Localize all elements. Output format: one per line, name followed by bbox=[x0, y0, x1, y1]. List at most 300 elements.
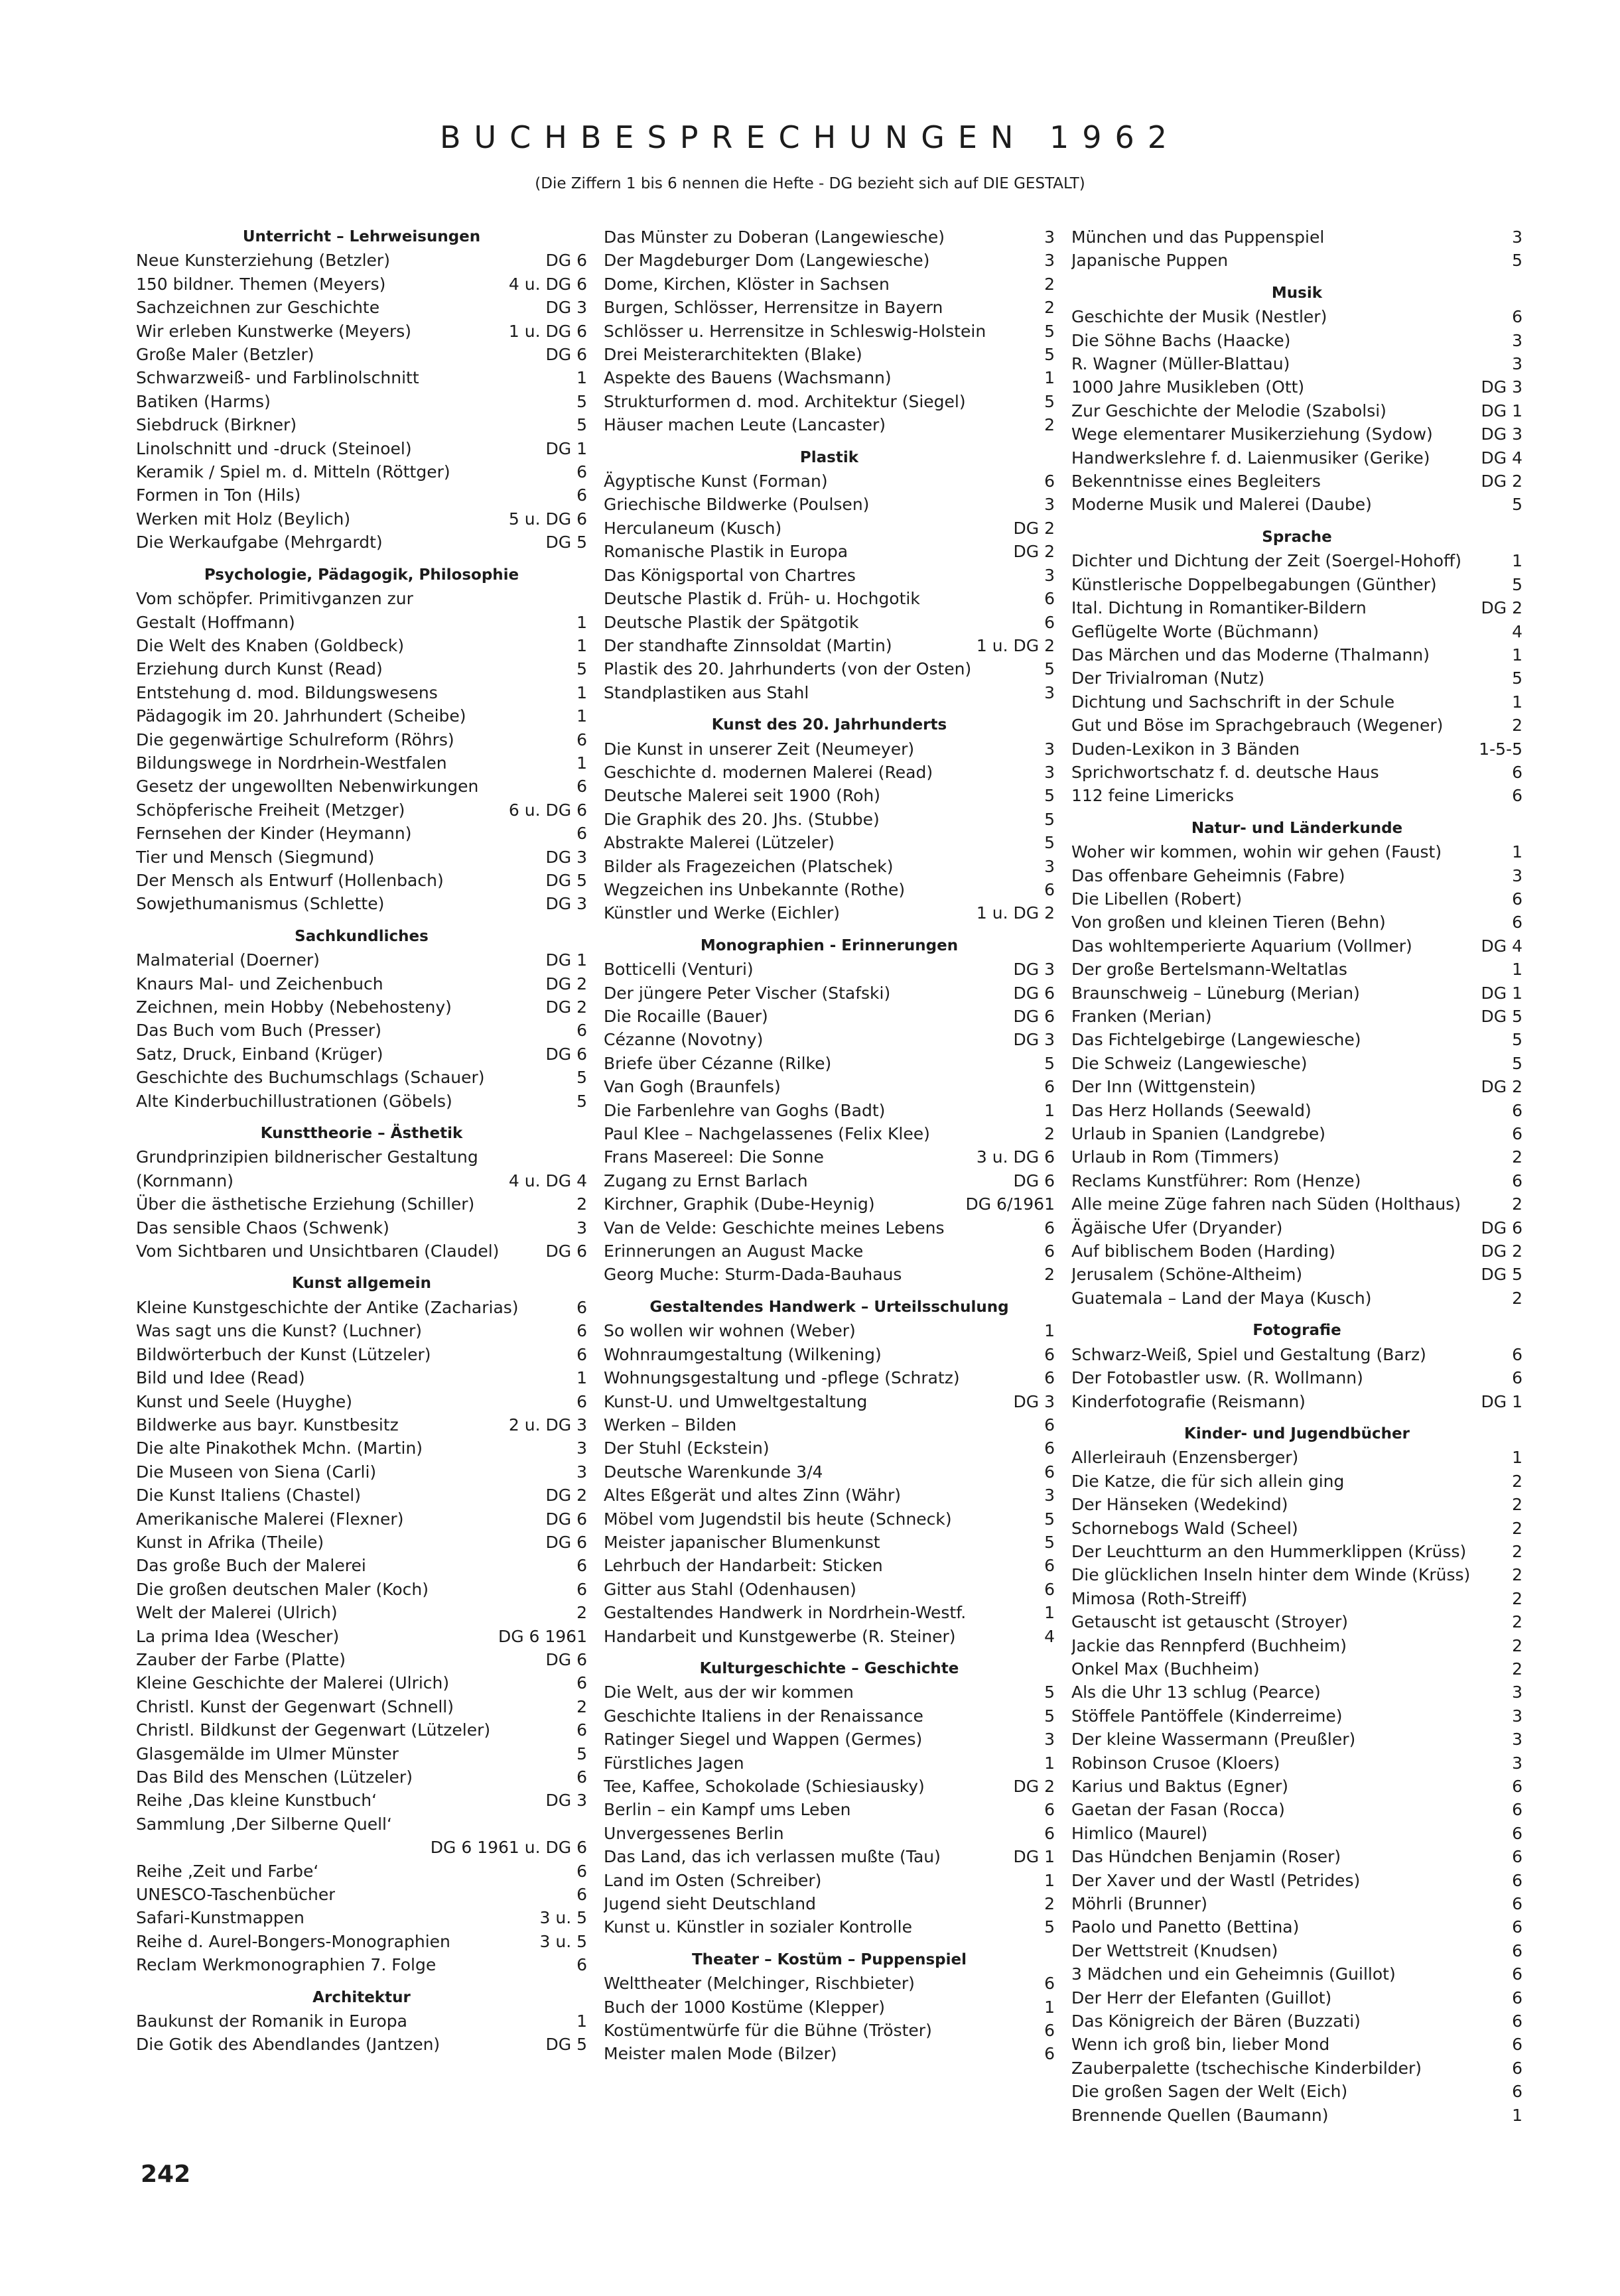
issue-reference: 4 u. DG 6 bbox=[508, 274, 587, 294]
book-title: Kleine Geschichte der Malerei (Ulrich) bbox=[136, 1673, 450, 1693]
issue-reference: DG 6 1961 bbox=[498, 1626, 587, 1646]
book-entry bbox=[1071, 1287, 1522, 1310]
book-entry bbox=[604, 493, 1055, 516]
book-title: Alle meine Züge fahren nach Süden (Holthaus) bbox=[1071, 1194, 1461, 1214]
issue-reference: 6 bbox=[576, 1321, 587, 1341]
book-entry bbox=[1071, 1939, 1522, 1962]
issue-reference: 3 u. 5 bbox=[539, 1908, 587, 1928]
book-entry bbox=[604, 1099, 1055, 1122]
book-title: Stöffele Pantöffele (Kinderreime) bbox=[1071, 1706, 1343, 1726]
book-entry bbox=[604, 1752, 1055, 1775]
book-entry bbox=[1071, 352, 1522, 375]
book-title: Georg Muche: Sturm-Dada-Bauhaus bbox=[604, 1265, 902, 1285]
book-title: Das Hündchen Benjamin (Roser) bbox=[1071, 1847, 1341, 1867]
issue-reference: 4 u. DG 4 bbox=[508, 1171, 587, 1190]
issue-reference: 1 bbox=[1044, 1100, 1055, 1120]
book-title: Zugang zu Ernst Barlach bbox=[604, 1171, 808, 1190]
section-heading: Sachkundliches bbox=[295, 927, 429, 945]
book-entry bbox=[604, 1436, 1055, 1460]
issue-reference: 3 bbox=[1512, 330, 1522, 350]
issue-reference: 5 bbox=[1044, 1053, 1055, 1073]
book-title: Das sensible Chaos (Schwenk) bbox=[136, 1218, 389, 1238]
book-entry bbox=[604, 1145, 1055, 1169]
book-title: Welt der Malerei (Ulrich) bbox=[136, 1603, 338, 1623]
book-title: Bekenntnisse eines Begleiters bbox=[1071, 472, 1321, 491]
book-entry bbox=[604, 1507, 1055, 1531]
book-title: Deutsche Plastik der Spätgotik bbox=[604, 612, 859, 632]
column-right bbox=[1071, 225, 1522, 2127]
issue-reference: 6 bbox=[1512, 1894, 1522, 1914]
book-entry bbox=[1071, 934, 1522, 958]
book-title: Christl. Kunst der Gegenwart (Schnell) bbox=[136, 1696, 454, 1716]
book-title: Moderne Musik und Malerei (Daube) bbox=[1071, 495, 1372, 515]
book-title: Die großen deutschen Maler (Koch) bbox=[136, 1579, 429, 1599]
book-title: Handwerkslehre f. d. Laienmusiker (Gerike) bbox=[1071, 448, 1430, 468]
book-title: Paul Klee – Nachgelassenes (Felix Klee) bbox=[604, 1124, 930, 1144]
book-title: Handarbeit und Kunstgewerbe (R. Steiner) bbox=[604, 1626, 956, 1646]
book-title: Kostümentwürfe für die Bühne (Tröster) bbox=[604, 2021, 932, 2041]
book-entry bbox=[1071, 422, 1522, 446]
book-title: Cézanne (Novotny) bbox=[604, 1030, 764, 1050]
book-entry bbox=[1071, 1986, 1522, 2009]
issue-reference: 5 bbox=[1044, 1683, 1055, 1702]
book-title: Das wohltemperierte Aquarium (Vollmer) bbox=[1071, 936, 1412, 956]
book-entry bbox=[136, 1601, 587, 1624]
page-number: 242 bbox=[141, 2161, 191, 2188]
book-entry bbox=[136, 1043, 587, 1066]
book-entry bbox=[604, 1915, 1055, 1939]
book-entry bbox=[1071, 1610, 1522, 1633]
book-title: Schornebogs Wald (Scheel) bbox=[1071, 1518, 1298, 1538]
book-entry bbox=[604, 413, 1055, 436]
book-title: Reihe ‚Zeit und Farbe‘ bbox=[136, 1861, 319, 1881]
issue-reference: 6 bbox=[1044, 1218, 1055, 1238]
book-entry bbox=[604, 1052, 1055, 1075]
issue-reference: 2 bbox=[1512, 1635, 1522, 1655]
book-title: Siebdruck (Birkner) bbox=[136, 415, 297, 435]
book-title: Onkel Max (Buchheim) bbox=[1071, 1659, 1260, 1679]
book-title: Von großen und kleinen Tieren (Behn) bbox=[1071, 913, 1386, 932]
issue-reference: DG 3 bbox=[1013, 1030, 1055, 1050]
issue-reference bbox=[579, 1813, 587, 1836]
book-title: La prima Idea (Wescher) bbox=[136, 1626, 340, 1646]
book-title: Das offenbare Geheimnis (Fabre) bbox=[1071, 865, 1345, 885]
book-title: Wohnraumgestaltung (Wilkening) bbox=[604, 1344, 882, 1364]
issue-reference: 1 bbox=[576, 706, 587, 726]
book-title: Die Schweiz (Langewiesche) bbox=[1071, 1053, 1308, 1073]
section-spacer bbox=[136, 1113, 587, 1122]
issue-reference: 6 bbox=[1044, 2044, 1055, 2064]
book-title: Gitter aus Stahl (Odenhausen) bbox=[604, 1579, 856, 1599]
book-entry bbox=[1071, 1798, 1522, 1821]
issue-reference: 5 bbox=[1044, 833, 1055, 853]
book-entry bbox=[1071, 1240, 1522, 1263]
book-title: Die Libellen (Robert) bbox=[1071, 889, 1243, 909]
book-title: Unvergessenes Berlin bbox=[604, 1823, 784, 1843]
book-entry bbox=[1071, 1634, 1522, 1657]
book-title: Buch der 1000 Kostüme (Klepper) bbox=[604, 1997, 885, 2017]
issue-reference: 1 bbox=[1512, 960, 1522, 980]
book-title: Woher wir kommen, wohin wir gehen (Faust) bbox=[1071, 842, 1442, 862]
book-entry bbox=[1071, 1470, 1522, 1493]
book-title: Fürstliches Jagen bbox=[604, 1753, 744, 1773]
issue-reference: DG 3 bbox=[545, 847, 587, 867]
issue-reference: 5 bbox=[1512, 1030, 1522, 1050]
book-entry bbox=[604, 1122, 1055, 1145]
issue-reference: DG 1 bbox=[545, 950, 587, 970]
book-entry bbox=[136, 1019, 587, 1042]
issue-reference: DG 3 bbox=[1481, 424, 1522, 444]
book-entry bbox=[1071, 1493, 1522, 1516]
book-entry bbox=[1071, 737, 1522, 761]
book-title: Zauberpalette (tschechische Kinderbilder) bbox=[1071, 2058, 1422, 2078]
book-title: Allerleirauh (Enzensberger) bbox=[1071, 1448, 1299, 1468]
issue-reference: DG 6 bbox=[545, 1044, 587, 1064]
book-title: Die großen Sagen der Welt (Eich) bbox=[1071, 2082, 1348, 2102]
book-title: Tee, Kaffee, Schokolade (Schiesiausky) bbox=[604, 1777, 925, 1796]
issue-reference: DG 2 bbox=[1481, 1077, 1522, 1097]
book-title: Das Münster zu Doberan (Langewiesche) bbox=[604, 227, 945, 247]
issue-reference: 6 bbox=[1044, 879, 1055, 899]
book-entry bbox=[136, 1930, 587, 1953]
issue-reference: 5 bbox=[1044, 786, 1055, 806]
issue-reference: 1 bbox=[576, 612, 587, 632]
issue-reference: 6 bbox=[576, 1885, 587, 1905]
issue-reference: DG 2 bbox=[545, 1486, 587, 1505]
book-entry bbox=[136, 2009, 587, 2033]
issue-reference: 6 bbox=[576, 1021, 587, 1041]
issue-reference: 6 bbox=[576, 1767, 587, 1787]
book-title: Die alte Pinakothek Mchn. (Martin) bbox=[136, 1438, 423, 1458]
book-entry bbox=[1071, 1752, 1522, 1775]
issue-reference: 6 bbox=[1512, 1964, 1522, 1984]
book-title: Schlösser u. Herrensitze in Schleswig-Holstein bbox=[604, 321, 986, 341]
book-entry bbox=[1071, 1517, 1522, 1540]
section-heading: Theater – Kostüm – Puppenspiel bbox=[691, 1950, 967, 1968]
issue-reference: DG 6 bbox=[1481, 1218, 1522, 1238]
book-entry bbox=[1071, 667, 1522, 690]
book-entry bbox=[136, 822, 587, 845]
issue-reference: 3 u. 5 bbox=[539, 1931, 587, 1951]
book-entry bbox=[604, 2019, 1055, 2042]
issue-reference: 6 bbox=[576, 1297, 587, 1317]
book-entry bbox=[1071, 620, 1522, 643]
book-entry bbox=[1071, 1728, 1522, 1751]
issue-reference: 3 bbox=[1044, 565, 1055, 585]
issue-reference: DG 3 bbox=[545, 1791, 587, 1811]
book-entry bbox=[1071, 596, 1522, 619]
book-entry bbox=[604, 1484, 1055, 1507]
issue-reference: 1 bbox=[1044, 1997, 1055, 2017]
book-title: Reihe d. Aurel-Bongers-Monographien bbox=[136, 1931, 450, 1951]
book-entry bbox=[1071, 2009, 1522, 2033]
book-entry bbox=[1071, 2104, 1522, 2127]
book-title: Burgen, Schlösser, Herrensitze in Bayern bbox=[604, 298, 943, 318]
book-title: Knaurs Mal- und Zeichenbuch bbox=[136, 974, 383, 993]
book-title: Die glücklichen Inseln hinter dem Winde (Krüss) bbox=[1071, 1565, 1471, 1585]
book-title: Der Mensch als Entwurf (Hollenbach) bbox=[136, 870, 444, 890]
book-entry bbox=[1071, 958, 1522, 981]
book-entry bbox=[604, 320, 1055, 343]
book-entry bbox=[604, 540, 1055, 563]
issue-reference: 2 bbox=[1044, 415, 1055, 435]
book-title: Baukunst der Romanik in Europa bbox=[136, 2011, 407, 2031]
book-entry bbox=[604, 1192, 1055, 1216]
book-entry bbox=[136, 1192, 587, 1216]
book-entry bbox=[1071, 982, 1522, 1005]
book-entry bbox=[136, 1625, 587, 1648]
issue-reference: 6 bbox=[1044, 1579, 1055, 1599]
book-entry bbox=[1071, 1052, 1522, 1075]
book-title: Der Wettstreit (Knudsen) bbox=[1071, 1941, 1278, 1960]
book-title: 112 feine Limericks bbox=[1071, 786, 1235, 806]
book-title: Kunst u. Künstler in sozialer Kontrolle bbox=[604, 1917, 912, 1937]
book-entry bbox=[604, 855, 1055, 878]
issue-reference: 3 bbox=[1044, 495, 1055, 515]
book-entry bbox=[136, 1531, 587, 1554]
book-title: Linolschnitt und -druck (Steinoel) bbox=[136, 438, 412, 458]
issue-reference: 3 bbox=[1044, 682, 1055, 702]
issue-reference: DG 2 bbox=[1481, 1242, 1522, 1261]
issue-reference: 1 bbox=[1044, 1603, 1055, 1623]
book-title: So wollen wir wohnen (Weber) bbox=[604, 1321, 856, 1341]
issue-reference: 5 bbox=[576, 391, 587, 411]
book-title: Das Bild des Menschen (Lützeler) bbox=[136, 1767, 413, 1787]
book-entry bbox=[1071, 714, 1522, 737]
book-title: 150 bildner. Themen (Meyers) bbox=[136, 274, 386, 294]
book-title: Getauscht ist getauscht (Stroyer) bbox=[1071, 1612, 1349, 1632]
section-spacer bbox=[1071, 808, 1522, 817]
section-spacer bbox=[604, 925, 1055, 934]
book-entry bbox=[136, 320, 587, 343]
issue-reference: 6 bbox=[576, 824, 587, 844]
issue-reference: 2 bbox=[1512, 1471, 1522, 1491]
book-entry bbox=[1071, 446, 1522, 470]
issue-reference: 1 bbox=[576, 682, 587, 702]
book-entry bbox=[604, 587, 1055, 610]
book-entry bbox=[136, 390, 587, 413]
issue-reference: 5 bbox=[1044, 809, 1055, 829]
book-entry bbox=[1071, 249, 1522, 272]
issue-reference: 6 bbox=[1512, 2058, 1522, 2078]
book-entry bbox=[1071, 399, 1522, 422]
book-entry bbox=[1071, 1563, 1522, 1586]
book-title: Batiken (Harms) bbox=[136, 391, 271, 411]
book-entry bbox=[1071, 2033, 1522, 2056]
issue-reference: 6 bbox=[576, 1344, 587, 1364]
book-entry bbox=[1071, 1216, 1522, 1240]
book-entry bbox=[604, 1822, 1055, 1845]
book-title: 1000 Jahre Musikleben (Ott) bbox=[1071, 377, 1305, 397]
book-entry bbox=[604, 878, 1055, 901]
issue-reference: 5 bbox=[1044, 1917, 1055, 1937]
book-entry bbox=[136, 1554, 587, 1577]
issue-reference: 6 bbox=[1044, 1438, 1055, 1458]
issue-reference: 3 bbox=[1512, 1706, 1522, 1726]
issue-reference: 3 bbox=[576, 1462, 587, 1482]
issue-reference: DG 2 bbox=[545, 974, 587, 993]
book-entry bbox=[604, 1578, 1055, 1601]
book-entry bbox=[604, 366, 1055, 389]
book-entry bbox=[136, 1066, 587, 1089]
issue-reference: 5 bbox=[576, 659, 587, 679]
issue-reference: 6 bbox=[1512, 786, 1522, 806]
book-entry bbox=[136, 869, 587, 892]
issue-reference: 2 bbox=[1512, 1495, 1522, 1515]
book-title: Brennende Quellen (Baumann) bbox=[1071, 2105, 1329, 2125]
issue-reference: DG 2 bbox=[1013, 542, 1055, 562]
book-title: Berlin – ein Kampf ums Leben bbox=[604, 1800, 851, 1820]
book-title: Vom Sichtbaren und Unsichtbaren (Claudel) bbox=[136, 1242, 500, 1261]
issue-reference: 3 bbox=[1044, 251, 1055, 271]
book-entry bbox=[604, 1728, 1055, 1751]
book-entry bbox=[604, 390, 1055, 413]
book-title: Was sagt uns die Kunst? (Luchner) bbox=[136, 1321, 422, 1341]
book-entry bbox=[604, 611, 1055, 634]
book-entry bbox=[604, 1319, 1055, 1342]
book-entry bbox=[604, 1869, 1055, 1892]
book-title: Wege elementarer Musikerziehung (Sydow) bbox=[1071, 424, 1433, 444]
book-title: Van de Velde: Geschichte meines Lebens bbox=[604, 1218, 945, 1238]
issue-reference: 6 bbox=[576, 1861, 587, 1881]
book-title: Kleine Kunstgeschichte der Antike (Zacharias) bbox=[136, 1297, 519, 1317]
book-entry bbox=[1071, 493, 1522, 516]
issue-reference: 6 bbox=[1512, 2011, 1522, 2031]
issue-reference: 1 bbox=[576, 368, 587, 388]
book-entry bbox=[604, 1216, 1055, 1240]
section-spacer bbox=[136, 916, 587, 925]
book-entry bbox=[604, 901, 1055, 925]
issue-reference: 6 bbox=[1044, 612, 1055, 632]
book-title: Altes Eßgerät und altes Zinn (Währ) bbox=[604, 1486, 902, 1505]
issue-reference: 2 bbox=[1044, 274, 1055, 294]
book-title: Amerikanische Malerei (Flexner) bbox=[136, 1509, 404, 1529]
book-title: Die Museen von Siena (Carli) bbox=[136, 1462, 377, 1482]
issue-reference: 1 bbox=[1512, 551, 1522, 571]
book-title: Die Kunst Italiens (Chastel) bbox=[136, 1486, 362, 1505]
book-entry bbox=[136, 681, 587, 704]
book-title: Drei Meisterarchitekten (Blake) bbox=[604, 345, 862, 365]
section-spacer bbox=[136, 1263, 587, 1272]
book-entry bbox=[136, 343, 587, 366]
section-heading: Musik bbox=[1271, 284, 1323, 302]
issue-reference: 1 bbox=[576, 753, 587, 773]
book-entry bbox=[1071, 784, 1522, 807]
book-entry bbox=[136, 1648, 587, 1671]
book-entry bbox=[604, 1996, 1055, 2019]
book-title: Der standhafte Zinnsoldat (Martin) bbox=[604, 635, 892, 655]
book-entry bbox=[136, 587, 587, 610]
book-entry bbox=[604, 808, 1055, 831]
book-title: Reclam Werkmonographien 7. Folge bbox=[136, 1955, 437, 1975]
book-entry bbox=[1071, 1704, 1522, 1728]
book-title: Strukturformen d. mod. Architektur (Siegel) bbox=[604, 391, 966, 411]
book-entry bbox=[604, 273, 1055, 296]
issue-reference: DG 5 bbox=[1481, 1007, 1522, 1026]
issue-reference: 3 bbox=[1512, 1730, 1522, 1750]
book-title: Geschichte Italiens in der Renaissance bbox=[604, 1706, 923, 1726]
book-title: Entstehung d. mod. Bildungswesens bbox=[136, 682, 438, 702]
book-entry bbox=[604, 1366, 1055, 1389]
issue-reference: 5 bbox=[576, 1091, 587, 1111]
issue-reference: 6 bbox=[1044, 1415, 1055, 1435]
book-title: Gestalt (Hoffmann) bbox=[136, 612, 295, 632]
book-title: Christl. Bildkunst der Gegenwart (Lützeler) bbox=[136, 1720, 491, 1740]
book-title: Pädagogik im 20. Jahrhundert (Scheibe) bbox=[136, 706, 466, 726]
issue-reference: 6 bbox=[576, 1391, 587, 1411]
book-entry bbox=[136, 972, 587, 995]
issue-reference: 6 bbox=[1512, 2035, 1522, 2055]
issue-reference: DG 3 bbox=[1013, 1391, 1055, 1411]
book-title: Vom schöpfer. Primitivganzen zur bbox=[136, 589, 413, 609]
book-entry bbox=[1071, 690, 1522, 714]
section-heading: Psychologie, Pädagogik, Philosophie bbox=[204, 566, 519, 584]
book-title: Der kleine Wassermann (Preußler) bbox=[1071, 1730, 1356, 1750]
section-spacer bbox=[604, 1939, 1055, 1948]
issue-reference: DG 5 bbox=[545, 533, 587, 552]
issue-reference: 1 bbox=[1512, 692, 1522, 712]
book-title: Fernsehen der Kinder (Heymann) bbox=[136, 824, 412, 844]
issue-reference: 1 bbox=[1512, 645, 1522, 665]
issue-reference: 6 u. DG 6 bbox=[508, 800, 587, 820]
book-title: Sowjethumanismus (Schlette) bbox=[136, 894, 385, 914]
book-entry bbox=[1071, 1962, 1522, 1986]
issue-reference: 2 bbox=[1512, 716, 1522, 735]
book-entry bbox=[604, 1005, 1055, 1028]
book-entry bbox=[604, 1531, 1055, 1554]
book-entry bbox=[604, 296, 1055, 319]
issue-reference bbox=[579, 587, 587, 610]
issue-reference: DG 6 bbox=[545, 1509, 587, 1529]
book-title: Briefe über Cézanne (Rilke) bbox=[604, 1053, 832, 1073]
book-entry bbox=[1071, 1366, 1522, 1389]
book-entry bbox=[136, 1742, 587, 1765]
issue-reference: 5 bbox=[1512, 669, 1522, 688]
book-entry bbox=[136, 1695, 587, 1718]
section-heading: Natur- und Länderkunde bbox=[1191, 819, 1403, 837]
section-heading: Kinder- und Jugendbücher bbox=[1184, 1425, 1410, 1442]
issue-reference: 6 bbox=[1512, 1941, 1522, 1960]
book-entry bbox=[136, 1507, 587, 1531]
issue-reference: 3 bbox=[1044, 739, 1055, 759]
book-entry bbox=[604, 1343, 1055, 1366]
issue-reference: 3 bbox=[1512, 1753, 1522, 1773]
book-title: Malmaterial (Doerner) bbox=[136, 950, 320, 970]
book-title: Ägäische Ufer (Dryander) bbox=[1071, 1218, 1283, 1238]
book-title: Schöpferische Freiheit (Metzger) bbox=[136, 800, 405, 820]
book-title: Die Gotik des Abendlandes (Jantzen) bbox=[136, 2035, 440, 2055]
issue-reference: 3 bbox=[576, 1218, 587, 1238]
book-entry bbox=[1071, 1869, 1522, 1892]
issue-reference: 2 bbox=[1512, 1565, 1522, 1585]
book-entry bbox=[604, 1972, 1055, 1995]
book-title: Der große Bertelsmann-Weltatlas bbox=[1071, 960, 1347, 980]
book-title: Dichter und Dichtung der Zeit (Soergel-Hohoff) bbox=[1071, 551, 1462, 571]
book-entry bbox=[136, 1240, 587, 1263]
book-title: Der Stuhl (Eckstein) bbox=[604, 1438, 770, 1458]
book-title: Das Königsportal von Chartres bbox=[604, 565, 856, 585]
issue-reference: 3 bbox=[1044, 762, 1055, 782]
book-entry bbox=[1071, 1822, 1522, 1845]
book-entry bbox=[136, 892, 587, 915]
issue-reference: 6 bbox=[1512, 1344, 1522, 1364]
issue-reference: 6 bbox=[1044, 472, 1055, 491]
book-entry bbox=[604, 1845, 1055, 1868]
book-entry bbox=[136, 611, 587, 634]
book-entry bbox=[1071, 1915, 1522, 1939]
issue-reference: 2 bbox=[1512, 1518, 1522, 1538]
issue-reference: 5 bbox=[1044, 391, 1055, 411]
